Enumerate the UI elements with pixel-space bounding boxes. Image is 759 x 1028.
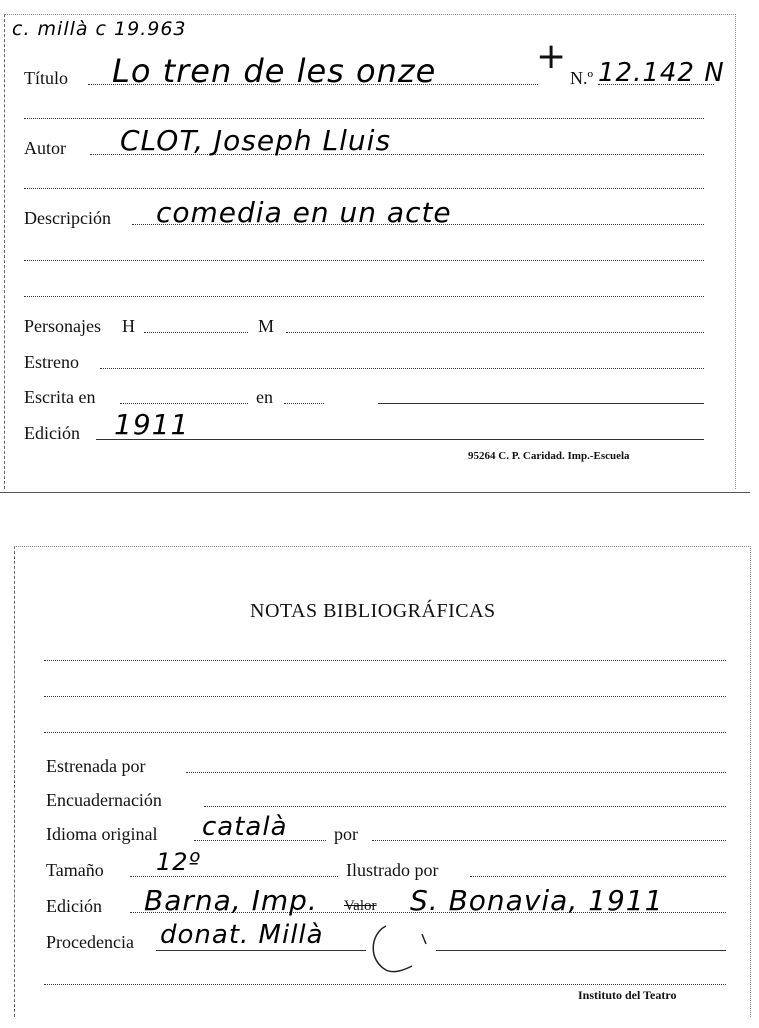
ilustrado-label: Ilustrado por [346, 860, 439, 880]
en-label: en [256, 387, 273, 407]
escrita-line [120, 403, 248, 404]
blank-line [24, 296, 704, 297]
edicion-value-part1: Barna, Imp. [144, 884, 318, 917]
estrenada-line [186, 772, 726, 773]
encuadernacion-label: Encuadernación [46, 790, 162, 810]
en-line-right [378, 403, 704, 404]
tamano-line [130, 876, 338, 877]
blank-line [44, 984, 726, 985]
por-line [372, 840, 726, 841]
estreno-line [100, 368, 704, 369]
tamano-value: 12º [156, 848, 201, 876]
blank-line [44, 660, 726, 661]
printer-imprint: 95264 C. P. Caridad. Imp.-Escuela [468, 450, 630, 462]
autor-value: CLOT, Joseph Lluis [120, 124, 392, 157]
institution-imprint: Instituto del Teatro [578, 988, 677, 1002]
numero-label: N.º [570, 68, 594, 88]
blank-line [44, 732, 726, 733]
edicion-label: Edición [24, 423, 80, 443]
procedencia-value: donat. Millà [160, 920, 324, 950]
idioma-label: Idioma original [46, 824, 158, 844]
h-line [144, 332, 248, 333]
por-label: por [334, 824, 358, 844]
blank-line [44, 696, 726, 697]
numero-value: 12.142 N [598, 58, 725, 88]
idioma-value: català [202, 812, 288, 842]
titulo-value: Lo tren de les onze [112, 52, 437, 90]
en-line [284, 403, 324, 404]
procedencia-line-right [436, 950, 726, 951]
catalog-note: c. millà c 19.963 [12, 18, 187, 40]
notas-heading: NOTAS BIBLIOGRÁFICAS [250, 600, 496, 622]
m-line [286, 332, 704, 333]
m-label: M [258, 316, 275, 336]
edicion-value-part2: S. Bonavia, 1911 [410, 884, 664, 917]
ilustrado-line [470, 876, 726, 877]
escrita-label: Escrita en [24, 387, 96, 407]
procedencia-line [156, 950, 366, 951]
blank-line [24, 260, 704, 261]
estreno-label: Estreno [24, 352, 79, 372]
valor-label: Valor [344, 898, 377, 914]
personajes-label: Personajes [24, 316, 101, 336]
edicion-label-back: Edición [46, 896, 102, 916]
descripcion-label: Descripción [24, 208, 111, 228]
titulo-label: Título [24, 68, 68, 88]
descripcion-value: comedia en un acte [156, 196, 452, 229]
procedencia-label: Procedencia [46, 932, 134, 952]
blank-line [24, 188, 704, 189]
pen-scribble-icon [364, 920, 434, 976]
tamano-label: Tamaño [46, 860, 104, 880]
blank-line [24, 118, 704, 119]
edicion-value: 1911 [114, 408, 190, 441]
autor-label: Autor [24, 138, 66, 158]
card-separator [0, 492, 750, 493]
estrenada-label: Estrenada por [46, 756, 146, 776]
encuadernacion-line [204, 806, 726, 807]
h-label: H [122, 316, 135, 336]
cross-mark: + [536, 36, 567, 77]
